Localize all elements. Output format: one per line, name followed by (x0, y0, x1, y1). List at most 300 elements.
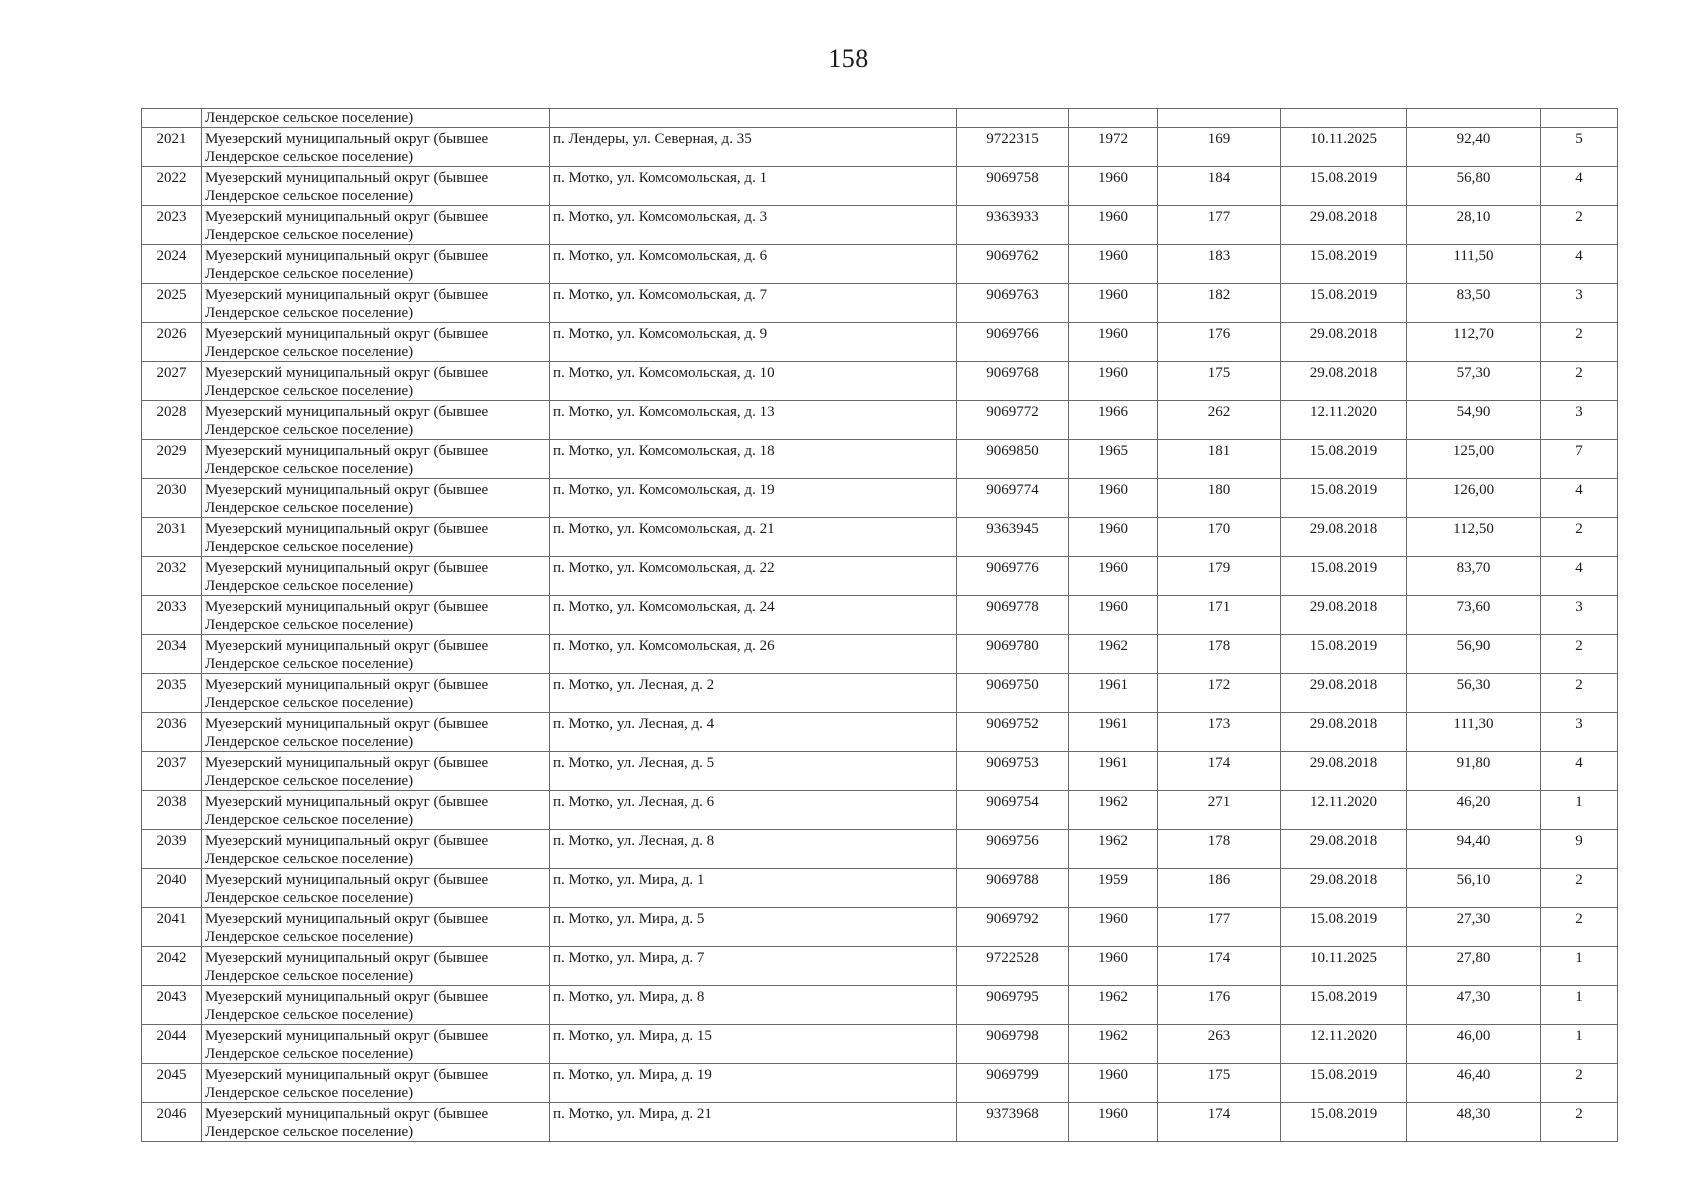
cell-code: 9069788 (957, 869, 1069, 908)
cell-document-number: 177 (1158, 206, 1281, 245)
cell-area: 56,30 (1407, 674, 1541, 713)
cell-address: п. Мотко, ул. Лесная, д. 6 (550, 791, 957, 830)
table-row (142, 206, 1618, 245)
cell-code: 9069799 (957, 1064, 1069, 1103)
cell-number: 2035 (142, 674, 202, 713)
cell-document-number: 271 (1158, 791, 1281, 830)
cell-address: п. Мотко, ул. Комсомольская, д. 22 (550, 557, 957, 596)
cell-area: 54,90 (1407, 401, 1541, 440)
municipality-line-2: Лендерское сельское поселение) (205, 617, 414, 633)
municipality-line-1: Муезерский муниципальный округ (бывшее (205, 287, 489, 303)
cell-number: 2024 (142, 245, 202, 284)
cell-date: 15.08.2019 (1281, 635, 1407, 674)
cell-date: 29.08.2018 (1281, 323, 1407, 362)
municipality-line-1: Муезерский муниципальный округ (бывшее (205, 1106, 489, 1122)
cell-number: 2045 (142, 1064, 202, 1103)
cell-date: 29.08.2018 (1281, 869, 1407, 908)
cell-document-number: 178 (1158, 635, 1281, 674)
cell-address: п. Мотко, ул. Комсомольская, д. 19 (550, 479, 957, 518)
cell-year: 1960 (1069, 479, 1158, 518)
cell-area: 56,10 (1407, 869, 1541, 908)
cell-year: 1962 (1069, 791, 1158, 830)
municipality-line-2: Лендерское сельское поселение) (205, 734, 414, 750)
cell-year: 1960 (1069, 284, 1158, 323)
cell-document-number: 172 (1158, 674, 1281, 713)
municipality-line-2: Лендерское сельское поселение) (205, 227, 414, 243)
cell-residents: 2 (1541, 1064, 1618, 1103)
cell-residents: 2 (1541, 1103, 1618, 1142)
cell-number: 2046 (142, 1103, 202, 1142)
cell-code: 9069750 (957, 674, 1069, 713)
cell-residents: 4 (1541, 557, 1618, 596)
cell-year: 1962 (1069, 635, 1158, 674)
cell-residents: 1 (1541, 791, 1618, 830)
table-row (142, 869, 1618, 908)
cell-code: 9069772 (957, 401, 1069, 440)
cell-date: 15.08.2019 (1281, 1103, 1407, 1142)
cell-document-number: 175 (1158, 362, 1281, 401)
cell-code (957, 109, 1069, 128)
cell-document-number: 169 (1158, 128, 1281, 167)
cell-code: 9069762 (957, 245, 1069, 284)
cell-area: 27,30 (1407, 908, 1541, 947)
municipality-line-1: Муезерский муниципальный округ (бывшее (205, 170, 489, 186)
cell-year (1069, 109, 1158, 128)
cell-code: 9069766 (957, 323, 1069, 362)
municipality-line-2: Лендерское сельское поселение) (205, 266, 414, 282)
cell-address: п. Мотко, ул. Комсомольская, д. 18 (550, 440, 957, 479)
municipality-line-1: Муезерский муниципальный округ (бывшее (205, 482, 489, 498)
cell-date: 15.08.2019 (1281, 557, 1407, 596)
cell-address: п. Мотко, ул. Комсомольская, д. 21 (550, 518, 957, 557)
cell-code: 9722528 (957, 947, 1069, 986)
cell-address: п. Мотко, ул. Лесная, д. 8 (550, 830, 957, 869)
cell-number: 2032 (142, 557, 202, 596)
cell-municipality (202, 167, 550, 206)
cell-date: 15.08.2019 (1281, 167, 1407, 206)
cell-address: п. Мотко, ул. Мира, д. 1 (550, 869, 957, 908)
table-row (142, 791, 1618, 830)
cell-municipality (202, 440, 550, 479)
municipality-line-1: Муезерский муниципальный округ (бывшее (205, 521, 489, 537)
cell-code: 9069780 (957, 635, 1069, 674)
cell-number: 2042 (142, 947, 202, 986)
cell-address: п. Мотко, ул. Комсомольская, д. 6 (550, 245, 957, 284)
cell-document-number: 171 (1158, 596, 1281, 635)
cell-code: 9722315 (957, 128, 1069, 167)
cell-residents: 1 (1541, 986, 1618, 1025)
cell-area: 46,20 (1407, 791, 1541, 830)
cell-code: 9069763 (957, 284, 1069, 323)
cell-municipality (202, 206, 550, 245)
municipality-line-2: Лендерское сельское поселение) (205, 773, 414, 789)
cell-residents: 1 (1541, 1025, 1618, 1064)
cell-area: 73,60 (1407, 596, 1541, 635)
cell-year: 1961 (1069, 713, 1158, 752)
cell-document-number: 174 (1158, 752, 1281, 791)
cell-date: 15.08.2019 (1281, 986, 1407, 1025)
table-row (142, 635, 1618, 674)
cell-number: 2041 (142, 908, 202, 947)
cell-code: 9069776 (957, 557, 1069, 596)
cell-number: 2034 (142, 635, 202, 674)
table-row (142, 752, 1618, 791)
cell-residents: 5 (1541, 128, 1618, 167)
cell-municipality (202, 635, 550, 674)
cell-document-number: 178 (1158, 830, 1281, 869)
table-row (142, 440, 1618, 479)
cell-area: 28,10 (1407, 206, 1541, 245)
cell-date: 12.11.2020 (1281, 401, 1407, 440)
cell-municipality (202, 830, 550, 869)
cell-year: 1962 (1069, 830, 1158, 869)
cell-residents: 4 (1541, 752, 1618, 791)
cell-number: 2026 (142, 323, 202, 362)
cell-residents: 3 (1541, 284, 1618, 323)
cell-document-number: 177 (1158, 908, 1281, 947)
municipality-line-1: Муезерский муниципальный округ (бывшее (205, 794, 489, 810)
cell-area: 126,00 (1407, 479, 1541, 518)
cell-address: п. Мотко, ул. Комсомольская, д. 9 (550, 323, 957, 362)
cell-municipality (202, 362, 550, 401)
cell-number: 2029 (142, 440, 202, 479)
table-row (142, 1025, 1618, 1064)
cell-code: 9069754 (957, 791, 1069, 830)
cell-code: 9069792 (957, 908, 1069, 947)
cell-date (1281, 109, 1407, 128)
cell-residents: 2 (1541, 518, 1618, 557)
cell-year: 1960 (1069, 362, 1158, 401)
municipality-line-1: Муезерский муниципальный округ (бывшее (205, 989, 489, 1005)
cell-residents: 2 (1541, 635, 1618, 674)
cell-address: п. Мотко, ул. Комсомольская, д. 24 (550, 596, 957, 635)
cell-date: 12.11.2020 (1281, 1025, 1407, 1064)
table-row (142, 713, 1618, 752)
table-row (142, 362, 1618, 401)
cell-residents: 4 (1541, 245, 1618, 284)
municipality-line-1: Муезерский муниципальный округ (бывшее (205, 599, 489, 615)
cell-address: п. Мотко, ул. Комсомольская, д. 10 (550, 362, 957, 401)
cell-code: 9069798 (957, 1025, 1069, 1064)
municipality-line-1: Муезерский муниципальный округ (бывшее (205, 131, 489, 147)
cell-address: п. Мотко, ул. Лесная, д. 2 (550, 674, 957, 713)
cell-year: 1960 (1069, 557, 1158, 596)
cell-document-number: 174 (1158, 1103, 1281, 1142)
cell-municipality (202, 323, 550, 362)
cell-document-number: 170 (1158, 518, 1281, 557)
cell-year: 1960 (1069, 167, 1158, 206)
cell-number (142, 109, 202, 128)
table-row (142, 401, 1618, 440)
cell-residents: 2 (1541, 323, 1618, 362)
cell-address: п. Мотко, ул. Мира, д. 21 (550, 1103, 957, 1142)
cell-residents: 2 (1541, 869, 1618, 908)
cell-year: 1960 (1069, 1064, 1158, 1103)
cell-municipality (202, 1025, 550, 1064)
municipality-line-1: Муезерский муниципальный округ (бывшее (205, 443, 489, 459)
municipality-line-2: Лендерское сельское поселение) (205, 968, 414, 984)
table-row (142, 167, 1618, 206)
table-row (142, 128, 1618, 167)
cell-number: 2028 (142, 401, 202, 440)
cell-document-number: 262 (1158, 401, 1281, 440)
cell-number: 2038 (142, 791, 202, 830)
municipality-line-1: Муезерский муниципальный округ (бывшее (205, 326, 489, 342)
cell-year: 1959 (1069, 869, 1158, 908)
cell-number: 2027 (142, 362, 202, 401)
cell-date: 29.08.2018 (1281, 596, 1407, 635)
cell-address: п. Мотко, ул. Мира, д. 5 (550, 908, 957, 947)
cell-document-number: 180 (1158, 479, 1281, 518)
cell-number: 2044 (142, 1025, 202, 1064)
cell-address: п. Мотко, ул. Лесная, д. 5 (550, 752, 957, 791)
cell-area: 92,40 (1407, 128, 1541, 167)
cell-number: 2036 (142, 713, 202, 752)
municipality-line-2: Лендерское сельское поселение) (205, 695, 414, 711)
cell-municipality (202, 401, 550, 440)
municipality-line-1: Муезерский муниципальный округ (бывшее (205, 404, 489, 420)
cell-residents: 1 (1541, 947, 1618, 986)
cell-municipality (202, 245, 550, 284)
cell-area: 56,90 (1407, 635, 1541, 674)
table-body (142, 109, 1618, 1142)
municipality-line-2: Лендерское сельское поселение) (205, 1007, 414, 1023)
cell-year: 1960 (1069, 1103, 1158, 1142)
cell-area: 83,70 (1407, 557, 1541, 596)
cell-number: 2039 (142, 830, 202, 869)
cell-date: 15.08.2019 (1281, 1064, 1407, 1103)
cell-area: 94,40 (1407, 830, 1541, 869)
municipality-line-1: Муезерский муниципальный округ (бывшее (205, 950, 489, 966)
table-row (142, 245, 1618, 284)
cell-municipality (202, 908, 550, 947)
cell-number: 2030 (142, 479, 202, 518)
cell-date: 29.08.2018 (1281, 362, 1407, 401)
municipality-line-2: Лендерское сельское поселение) (205, 851, 414, 867)
cell-area: 56,80 (1407, 167, 1541, 206)
table-row (142, 674, 1618, 713)
cell-municipality (202, 791, 550, 830)
cell-code: 9069758 (957, 167, 1069, 206)
cell-number: 2022 (142, 167, 202, 206)
cell-code: 9363945 (957, 518, 1069, 557)
municipality-line-2: Лендерское сельское поселение) (205, 578, 414, 594)
cell-municipality (202, 986, 550, 1025)
cell-municipality (202, 479, 550, 518)
cell-document-number: 181 (1158, 440, 1281, 479)
table-row (142, 557, 1618, 596)
cell-document-number: 179 (1158, 557, 1281, 596)
cell-year: 1960 (1069, 206, 1158, 245)
cell-document-number: 175 (1158, 1064, 1281, 1103)
cell-date: 12.11.2020 (1281, 791, 1407, 830)
municipality-line-2: Лендерское сельское поселение) (205, 422, 414, 438)
cell-address (550, 109, 957, 128)
cell-year: 1965 (1069, 440, 1158, 479)
table-row (142, 323, 1618, 362)
municipality-line-2: Лендерское сельское поселение) (205, 500, 414, 516)
cell-municipality (202, 713, 550, 752)
cell-municipality (202, 1103, 550, 1142)
table-row (142, 284, 1618, 323)
cell-document-number: 173 (1158, 713, 1281, 752)
cell-number: 2037 (142, 752, 202, 791)
cell-municipality (202, 128, 550, 167)
cell-year: 1961 (1069, 752, 1158, 791)
cell-date: 15.08.2019 (1281, 284, 1407, 323)
cell-document-number: 184 (1158, 167, 1281, 206)
table-row (142, 947, 1618, 986)
table-row (142, 518, 1618, 557)
cell-year: 1960 (1069, 596, 1158, 635)
cell-code: 9069756 (957, 830, 1069, 869)
cell-number: 2033 (142, 596, 202, 635)
cell-area: 46,40 (1407, 1064, 1541, 1103)
cell-date: 29.08.2018 (1281, 830, 1407, 869)
cell-document-number: 183 (1158, 245, 1281, 284)
cell-residents: 2 (1541, 908, 1618, 947)
municipality-line-1: Муезерский муниципальный округ (бывшее (205, 1067, 489, 1083)
cell-year: 1966 (1069, 401, 1158, 440)
cell-date: 15.08.2019 (1281, 908, 1407, 947)
municipality-line-2: Лендерское сельское поселение) (205, 461, 414, 477)
cell-residents: 3 (1541, 401, 1618, 440)
cell-area: 46,00 (1407, 1025, 1541, 1064)
municipality-line-2: Лендерское сельское поселение) (205, 1046, 414, 1062)
cell-address: п. Мотко, ул. Комсомольская, д. 1 (550, 167, 957, 206)
cell-area: 112,50 (1407, 518, 1541, 557)
cell-number: 2043 (142, 986, 202, 1025)
cell-number: 2040 (142, 869, 202, 908)
cell-municipality (202, 752, 550, 791)
cell-residents: 2 (1541, 674, 1618, 713)
cell-address: п. Мотко, ул. Комсомольская, д. 13 (550, 401, 957, 440)
cell-address: п. Мотко, ул. Мира, д. 7 (550, 947, 957, 986)
cell-year: 1960 (1069, 245, 1158, 284)
municipality-line-2: Лендерское сельское поселение) (205, 929, 414, 945)
cell-area: 48,30 (1407, 1103, 1541, 1142)
cell-date: 15.08.2019 (1281, 479, 1407, 518)
cell-date: 15.08.2019 (1281, 440, 1407, 479)
table-row (142, 596, 1618, 635)
table-row (142, 479, 1618, 518)
cell-residents: 4 (1541, 479, 1618, 518)
cell-year: 1960 (1069, 323, 1158, 362)
municipality-line-1: Муезерский муниципальный округ (бывшее (205, 716, 489, 732)
cell-municipality: Лендерское сельское поселение) (202, 109, 550, 128)
cell-municipality (202, 869, 550, 908)
table-row (142, 1103, 1618, 1142)
cell-address: п. Мотко, ул. Лесная, д. 4 (550, 713, 957, 752)
municipality-line-1: Муезерский муниципальный округ (бывшее (205, 365, 489, 381)
cell-municipality (202, 557, 550, 596)
cell-date: 29.08.2018 (1281, 518, 1407, 557)
cell-date: 15.08.2019 (1281, 245, 1407, 284)
municipality-line-2: Лендерское сельское поселение) (205, 305, 414, 321)
cell-residents: 3 (1541, 596, 1618, 635)
municipality-line-2: Лендерское сельское поселение) (205, 539, 414, 555)
cell-document-number: 182 (1158, 284, 1281, 323)
municipality-line-2: Лендерское сельское поселение) (205, 344, 414, 360)
cell-area: 47,30 (1407, 986, 1541, 1025)
cell-year: 1962 (1069, 986, 1158, 1025)
cell-address: п. Мотко, ул. Мира, д. 8 (550, 986, 957, 1025)
municipality-line-1: Муезерский муниципальный округ (бывшее (205, 209, 489, 225)
cell-address: п. Мотко, ул. Комсомольская, д. 26 (550, 635, 957, 674)
cell-code: 9069850 (957, 440, 1069, 479)
cell-residents (1541, 109, 1618, 128)
housing-registry-table (141, 108, 1618, 1142)
municipality-line-1: Муезерский муниципальный округ (бывшее (205, 638, 489, 654)
municipality-line-2: Лендерское сельское поселение) (205, 890, 414, 906)
cell-number: 2023 (142, 206, 202, 245)
cell-number: 2025 (142, 284, 202, 323)
cell-area: 27,80 (1407, 947, 1541, 986)
page-number: 158 (828, 44, 869, 73)
cell-area: 111,30 (1407, 713, 1541, 752)
cell-code: 9363933 (957, 206, 1069, 245)
cell-residents: 2 (1541, 362, 1618, 401)
cell-year: 1960 (1069, 908, 1158, 947)
cell-code: 9069778 (957, 596, 1069, 635)
cell-area: 57,30 (1407, 362, 1541, 401)
cell-residents: 3 (1541, 713, 1618, 752)
cell-year: 1972 (1069, 128, 1158, 167)
cell-municipality (202, 947, 550, 986)
cell-address: п. Мотко, ул. Мира, д. 19 (550, 1064, 957, 1103)
municipality-line-1: Муезерский муниципальный округ (бывшее (205, 911, 489, 927)
cell-municipality (202, 284, 550, 323)
cell-date: 29.08.2018 (1281, 713, 1407, 752)
municipality-line-1: Муезерский муниципальный округ (бывшее (205, 677, 489, 693)
cell-municipality (202, 674, 550, 713)
cell-date: 10.11.2025 (1281, 128, 1407, 167)
municipality-line-2: Лендерское сельское поселение) (205, 656, 414, 672)
cell-document-number: 174 (1158, 947, 1281, 986)
cell-area: 112,70 (1407, 323, 1541, 362)
cell-area: 125,00 (1407, 440, 1541, 479)
cell-address: п. Мотко, ул. Комсомольская, д. 3 (550, 206, 957, 245)
cell-code: 9069753 (957, 752, 1069, 791)
municipality-line-2: Лендерское сельское поселение) (205, 383, 414, 399)
municipality-line-1: Муезерский муниципальный округ (бывшее (205, 755, 489, 771)
cell-code: 9069795 (957, 986, 1069, 1025)
cell-code: 9069752 (957, 713, 1069, 752)
cell-municipality (202, 596, 550, 635)
cell-document-number: 176 (1158, 323, 1281, 362)
cell-address: п. Лендеры, ул. Северная, д. 35 (550, 128, 957, 167)
cell-residents: 7 (1541, 440, 1618, 479)
cell-document-number (1158, 109, 1281, 128)
cell-year: 1960 (1069, 518, 1158, 557)
cell-residents: 9 (1541, 830, 1618, 869)
cell-address: п. Мотко, ул. Мира, д. 15 (550, 1025, 957, 1064)
municipality-line-1: Муезерский муниципальный округ (бывшее (205, 833, 489, 849)
cell-residents: 2 (1541, 206, 1618, 245)
cell-year: 1962 (1069, 1025, 1158, 1064)
cell-area: 91,80 (1407, 752, 1541, 791)
cell-document-number: 176 (1158, 986, 1281, 1025)
cell-residents: 4 (1541, 167, 1618, 206)
cell-year: 1960 (1069, 947, 1158, 986)
cell-date: 29.08.2018 (1281, 752, 1407, 791)
table-row (142, 830, 1618, 869)
cell-code: 9069768 (957, 362, 1069, 401)
municipality-line-2: Лендерское сельское поселение) (205, 812, 414, 828)
cell-area: 111,50 (1407, 245, 1541, 284)
table-row (142, 908, 1618, 947)
cell-area: 83,50 (1407, 284, 1541, 323)
